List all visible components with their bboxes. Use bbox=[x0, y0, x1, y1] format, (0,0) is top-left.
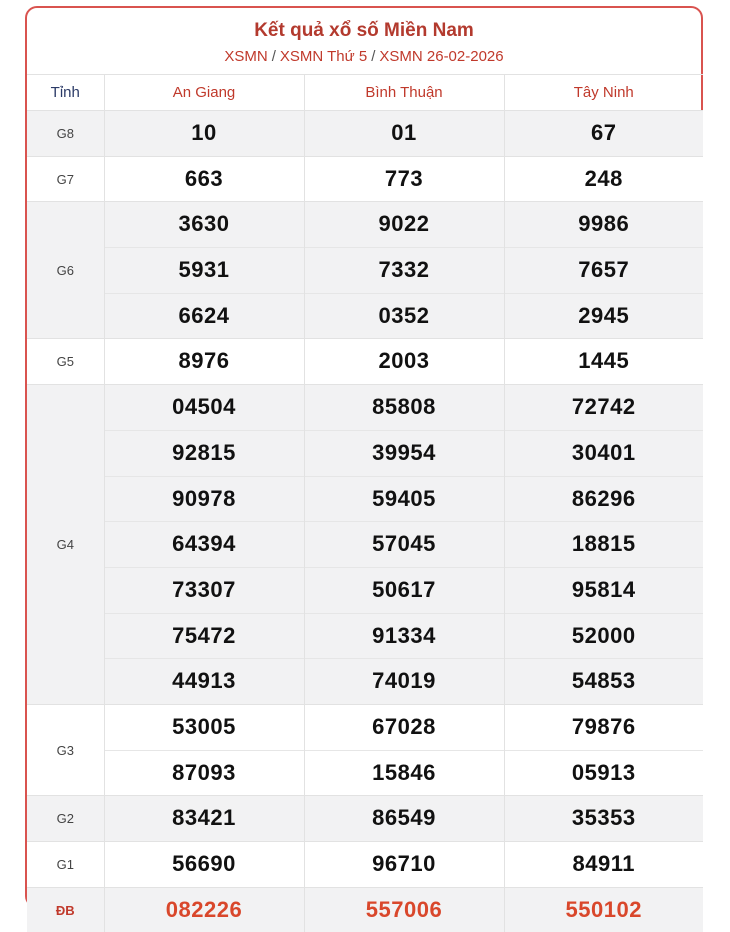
prize-cell bbox=[304, 796, 504, 842]
prize-cell bbox=[304, 339, 504, 385]
table-row bbox=[27, 842, 703, 888]
prize-number: 84911 bbox=[505, 842, 704, 887]
prize-number: 73307 bbox=[105, 567, 304, 613]
prize-cell bbox=[104, 111, 304, 157]
prize-number: 01 bbox=[305, 111, 504, 156]
prize-number: 91334 bbox=[305, 613, 504, 659]
prize-number: 59405 bbox=[305, 476, 504, 522]
prize-number: 248 bbox=[505, 157, 704, 202]
breadcrumb-xsmn[interactable]: XSMN bbox=[224, 48, 267, 65]
prize-number: 15846 bbox=[305, 750, 504, 796]
prize-label: G5 bbox=[27, 339, 104, 385]
prize-number: 83421 bbox=[105, 796, 304, 841]
prize-number: 56690 bbox=[105, 842, 304, 887]
prize-number: 50617 bbox=[305, 567, 504, 613]
prize-number: 75472 bbox=[105, 613, 304, 659]
breadcrumb bbox=[27, 48, 701, 66]
prize-cell bbox=[504, 111, 703, 157]
column-header-province: Tỉnh bbox=[27, 75, 104, 111]
prize-label: G2 bbox=[27, 796, 104, 842]
prize-number: 18815 bbox=[505, 521, 704, 567]
prize-cell bbox=[104, 156, 304, 202]
prize-cell bbox=[304, 887, 504, 932]
table-row bbox=[27, 887, 703, 932]
breadcrumb-separator: / bbox=[371, 48, 375, 65]
prize-cell bbox=[504, 796, 703, 842]
prize-label: G8 bbox=[27, 111, 104, 157]
prize-number: 7332 bbox=[305, 247, 504, 293]
prize-cell bbox=[504, 156, 703, 202]
prize-cell bbox=[304, 202, 504, 339]
prize-number: 64394 bbox=[105, 521, 304, 567]
table-header-row bbox=[27, 75, 703, 111]
table-row bbox=[27, 156, 703, 202]
prize-label: G4 bbox=[27, 385, 104, 705]
prize-number: 05913 bbox=[505, 750, 704, 796]
prize-number: 773 bbox=[305, 157, 504, 202]
prize-label: G1 bbox=[27, 842, 104, 888]
special-prize-number: 082226 bbox=[105, 888, 304, 932]
results-card bbox=[25, 6, 703, 908]
prize-cell bbox=[504, 202, 703, 339]
prize-cell bbox=[504, 887, 703, 932]
table-row bbox=[27, 385, 703, 705]
table-row bbox=[27, 202, 703, 339]
prize-number: 90978 bbox=[105, 476, 304, 522]
prize-number: 1445 bbox=[505, 339, 704, 384]
prize-number: 10 bbox=[105, 111, 304, 156]
prize-cell bbox=[304, 156, 504, 202]
prize-cell bbox=[504, 339, 703, 385]
breadcrumb-xsmn-thu-5[interactable]: XSMN Thứ 5 bbox=[280, 48, 367, 65]
prize-number: 85808 bbox=[305, 385, 504, 430]
prize-cell bbox=[304, 111, 504, 157]
prize-cell bbox=[104, 704, 304, 795]
prize-number: 0352 bbox=[305, 293, 504, 339]
results-table bbox=[27, 74, 703, 932]
prize-cell bbox=[104, 842, 304, 888]
column-header-an-giang[interactable]: An Giang bbox=[104, 75, 304, 111]
page-title: Kết quả xổ số Miền Nam bbox=[27, 8, 701, 42]
prize-number: 67028 bbox=[305, 705, 504, 750]
prize-number: 9986 bbox=[505, 202, 704, 247]
table-row bbox=[27, 796, 703, 842]
prize-cell bbox=[304, 385, 504, 705]
prize-number: 2003 bbox=[305, 339, 504, 384]
prize-label: G6 bbox=[27, 202, 104, 339]
prize-number: 67 bbox=[505, 111, 704, 156]
column-header-tay-ninh[interactable]: Tây Ninh bbox=[504, 75, 703, 111]
table-row bbox=[27, 111, 703, 157]
prize-cell bbox=[504, 842, 703, 888]
prize-number: 7657 bbox=[505, 247, 704, 293]
breadcrumb-separator: / bbox=[272, 48, 276, 65]
special-prize-number: 557006 bbox=[305, 888, 504, 932]
prize-number: 2945 bbox=[505, 293, 704, 339]
prize-number: 72742 bbox=[505, 385, 704, 430]
column-header-binh-thuan[interactable]: Bình Thuận bbox=[304, 75, 504, 111]
prize-label: G7 bbox=[27, 156, 104, 202]
prize-label: G3 bbox=[27, 704, 104, 795]
prize-number: 86549 bbox=[305, 796, 504, 841]
prize-cell bbox=[304, 842, 504, 888]
prize-number: 8976 bbox=[105, 339, 304, 384]
prize-label: ĐB bbox=[27, 887, 104, 932]
prize-cell bbox=[504, 385, 703, 705]
results-body bbox=[27, 111, 703, 932]
prize-number: 79876 bbox=[505, 705, 704, 750]
prize-cell bbox=[104, 796, 304, 842]
prize-cell bbox=[104, 385, 304, 705]
prize-cell bbox=[104, 339, 304, 385]
prize-number: 3630 bbox=[105, 202, 304, 247]
prize-number: 9022 bbox=[305, 202, 504, 247]
prize-number: 5931 bbox=[105, 247, 304, 293]
results-header bbox=[27, 8, 701, 74]
special-prize-number: 550102 bbox=[505, 888, 704, 932]
prize-cell bbox=[504, 704, 703, 795]
prize-number: 04504 bbox=[105, 385, 304, 430]
table-row bbox=[27, 339, 703, 385]
prize-number: 86296 bbox=[505, 476, 704, 522]
table-row bbox=[27, 704, 703, 795]
prize-number: 35353 bbox=[505, 796, 704, 841]
prize-number: 39954 bbox=[305, 430, 504, 476]
prize-number: 6624 bbox=[105, 293, 304, 339]
prize-number: 30401 bbox=[505, 430, 704, 476]
prize-number: 87093 bbox=[105, 750, 304, 796]
prize-number: 53005 bbox=[105, 705, 304, 750]
prize-cell bbox=[104, 202, 304, 339]
prize-cell bbox=[104, 887, 304, 932]
prize-number: 57045 bbox=[305, 521, 504, 567]
prize-number: 74019 bbox=[305, 658, 504, 704]
prize-cell bbox=[304, 704, 504, 795]
prize-number: 54853 bbox=[505, 658, 704, 704]
prize-number: 44913 bbox=[105, 658, 304, 704]
prize-number: 96710 bbox=[305, 842, 504, 887]
prize-number: 663 bbox=[105, 157, 304, 202]
prize-number: 95814 bbox=[505, 567, 704, 613]
breadcrumb-xsmn-date[interactable]: XSMN 26-02-2026 bbox=[379, 48, 503, 65]
prize-number: 52000 bbox=[505, 613, 704, 659]
prize-number: 92815 bbox=[105, 430, 304, 476]
